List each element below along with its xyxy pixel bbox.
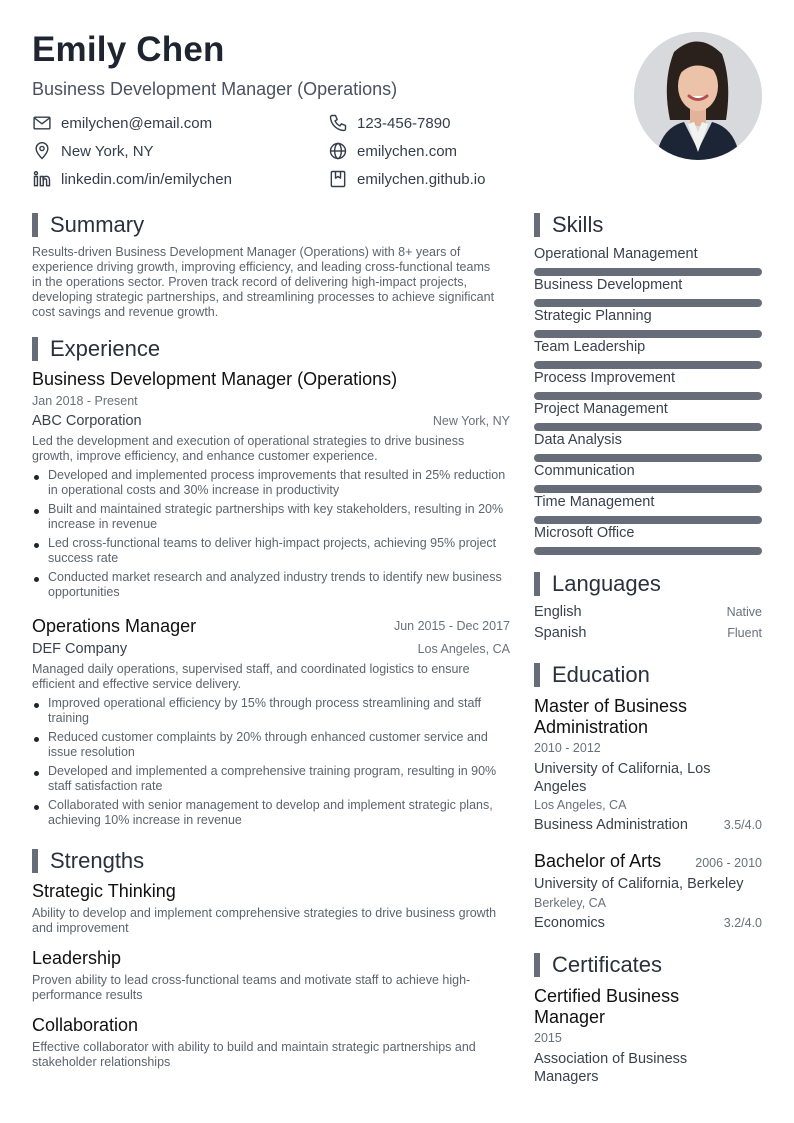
degree-field-row — [534, 817, 762, 833]
bookmark-icon — [328, 169, 348, 189]
language-level: Fluent — [727, 626, 762, 640]
strength-text: Ability to develop and implement comprehensive strategies to drive business growth and improvement — [32, 906, 497, 935]
job-dates: Jan 2018 - Present — [32, 394, 138, 408]
email-icon — [32, 113, 52, 133]
skills-heading: Skills — [534, 212, 603, 238]
certificate-issuer: Association of Business Managers — [534, 1051, 688, 1085]
contact-email[interactable] — [32, 112, 212, 134]
skill-label: Operational Management — [534, 246, 698, 262]
list-item: Improved operational efficiency by 15% through process streamlining and staff training — [32, 696, 510, 726]
degree-gpa: 3.2/4.0 — [723, 916, 762, 930]
degree-field-row — [534, 915, 762, 931]
candidate-headline: Business Development Manager (Operations) — [32, 79, 398, 99]
skill-item — [534, 370, 762, 400]
certificates-heading: Certificates — [534, 952, 662, 978]
list-item: Developed and implemented a comprehensive training program, resulting in 90% staff satisfaction rate — [32, 764, 510, 794]
skill-item — [534, 246, 762, 276]
experience-heading: Experience — [32, 336, 160, 362]
certificate-year: 2015 — [534, 1031, 562, 1045]
job-description: Led the development and execution of operational strategies to drive business growth, improve efficiency, and enhance customer experience. — [32, 434, 465, 463]
phone-icon — [328, 113, 348, 133]
degree-dates: 2006 - 2010 — [695, 856, 762, 870]
job-location: Los Angeles, CA — [417, 642, 510, 656]
summary-text: Results-driven Business Development Manager (Operations) with 8+ years of experience driving growth, improving efficiency, and leading cross-functional teams in the operations sector. Proven track record of delivering high-impact projects, developing strategic partnerships, and streamlining processes to achieve significant cost savings and revenue growth. — [32, 245, 495, 319]
location-text: New York, NY — [61, 142, 154, 160]
skill-item — [534, 401, 762, 431]
skill-label: Time Management — [534, 494, 655, 510]
skill-label: Microsoft Office — [534, 525, 635, 541]
strength-title: Collaboration — [32, 1015, 139, 1035]
skill-bar — [534, 423, 762, 431]
skill-bar — [534, 330, 762, 338]
list-item: Built and maintained strategic partnerships with key stakeholders, resulting in 20% increase in revenue — [32, 502, 510, 532]
languages-heading: Languages — [534, 571, 661, 597]
skill-item — [534, 277, 762, 307]
skill-item — [534, 463, 762, 493]
linkedin-icon — [32, 169, 52, 189]
skill-label: Strategic Planning — [534, 308, 652, 324]
skill-label: Team Leadership — [534, 339, 646, 355]
skill-bar — [534, 361, 762, 369]
skill-item — [534, 308, 762, 338]
school-name: University of California, Berkeley — [534, 876, 744, 892]
contact-phone[interactable] — [328, 112, 450, 134]
skill-label: Business Development — [534, 277, 683, 293]
skill-bar — [534, 516, 762, 524]
skill-bar — [534, 299, 762, 307]
skill-bar — [534, 268, 762, 276]
job-title: Operations Manager — [32, 616, 197, 636]
language-row — [534, 604, 762, 620]
skill-label: Data Analysis — [534, 432, 622, 448]
strength-text: Effective collaborator with ability to build and maintain strategic partnerships and stakeholder relationships — [32, 1040, 476, 1069]
skill-item — [534, 339, 762, 369]
contact-location — [32, 140, 154, 162]
job-description: Managed daily operations, supervised staff, and coordinated logistics to ensure efficient and effective service delivery. — [32, 662, 470, 691]
phone-text: 123-456-7890 — [357, 114, 451, 132]
job-location: New York, NY — [432, 414, 510, 428]
degree-title: Bachelor of Arts — [534, 851, 662, 871]
skill-label: Process Improvement — [534, 370, 676, 386]
github-text: emilychen.github.io — [357, 170, 486, 188]
school-location: Berkeley, CA — [534, 896, 607, 910]
contact-linkedin[interactable] — [32, 168, 232, 190]
strength-text: Proven ability to lead cross-functional teams and motivate staff to achieve high-performance results — [32, 973, 471, 1002]
globe-icon — [328, 141, 348, 161]
skill-label: Project Management — [534, 401, 668, 417]
language-level: Native — [726, 605, 762, 619]
skill-label: Communication — [534, 463, 635, 479]
job-company: DEF Company — [32, 641, 128, 657]
list-item: Conducted market research and analyzed industry trends to identify new business opportunities — [32, 570, 510, 600]
skill-bar — [534, 392, 762, 400]
linkedin-text: linkedin.com/in/emilychen — [61, 170, 232, 188]
degree-gpa: 3.5/4.0 — [723, 818, 762, 832]
strength-title: Leadership — [32, 948, 122, 968]
skill-item — [534, 432, 762, 462]
skill-bar — [534, 547, 762, 555]
list-item: Led cross-functional teams to deliver high-impact projects, achieving 95% project success rate — [32, 536, 510, 566]
profile-photo — [634, 32, 762, 160]
degree-header-row — [534, 851, 762, 872]
website-text: emilychen.com — [357, 142, 458, 160]
skill-bar — [534, 485, 762, 493]
certificate-name: Certified Business Manager — [534, 986, 680, 1027]
contact-github[interactable] — [328, 168, 485, 190]
email-text: emilychen@email.com — [61, 114, 213, 132]
job-bullets — [32, 468, 510, 604]
contact-website[interactable] — [328, 140, 457, 162]
job-bullets — [32, 696, 510, 832]
skill-bar — [534, 454, 762, 462]
list-item: Reduced customer complaints by 20% through enhanced customer service and issue resolution — [32, 730, 510, 760]
degree-dates: 2010 - 2012 — [534, 741, 601, 755]
school-location: Los Angeles, CA — [534, 798, 627, 812]
language-name: Spanish — [534, 625, 587, 641]
list-item: Developed and implemented process improvements that resulted in 25% reduction in operational costs and 30% increase in productivity — [32, 468, 510, 498]
list-item: Collaborated with senior management to develop and implement strategic plans, achieving 10% increase in revenue — [32, 798, 510, 828]
candidate-name: Emily Chen — [32, 30, 225, 69]
language-name: English — [534, 604, 582, 620]
education-heading: Education — [534, 662, 650, 688]
degree-field: Business Administration — [534, 817, 688, 833]
skill-item — [534, 525, 762, 555]
language-row — [534, 625, 762, 641]
strengths-heading: Strengths — [32, 848, 144, 874]
school-name: University of California, Los Angeles — [534, 761, 711, 795]
strength-title: Strategic Thinking — [32, 881, 176, 901]
skill-item — [534, 494, 762, 524]
degree-title: Master of Business Administration — [534, 696, 688, 737]
summary-heading: Summary — [32, 212, 144, 238]
job-dates: Jun 2015 - Dec 2017 — [393, 619, 510, 633]
job-title: Business Development Manager (Operations) — [32, 369, 398, 389]
job-company: ABC Corporation — [32, 413, 142, 429]
degree-field: Economics — [534, 915, 605, 931]
location-pin-icon — [32, 141, 52, 161]
